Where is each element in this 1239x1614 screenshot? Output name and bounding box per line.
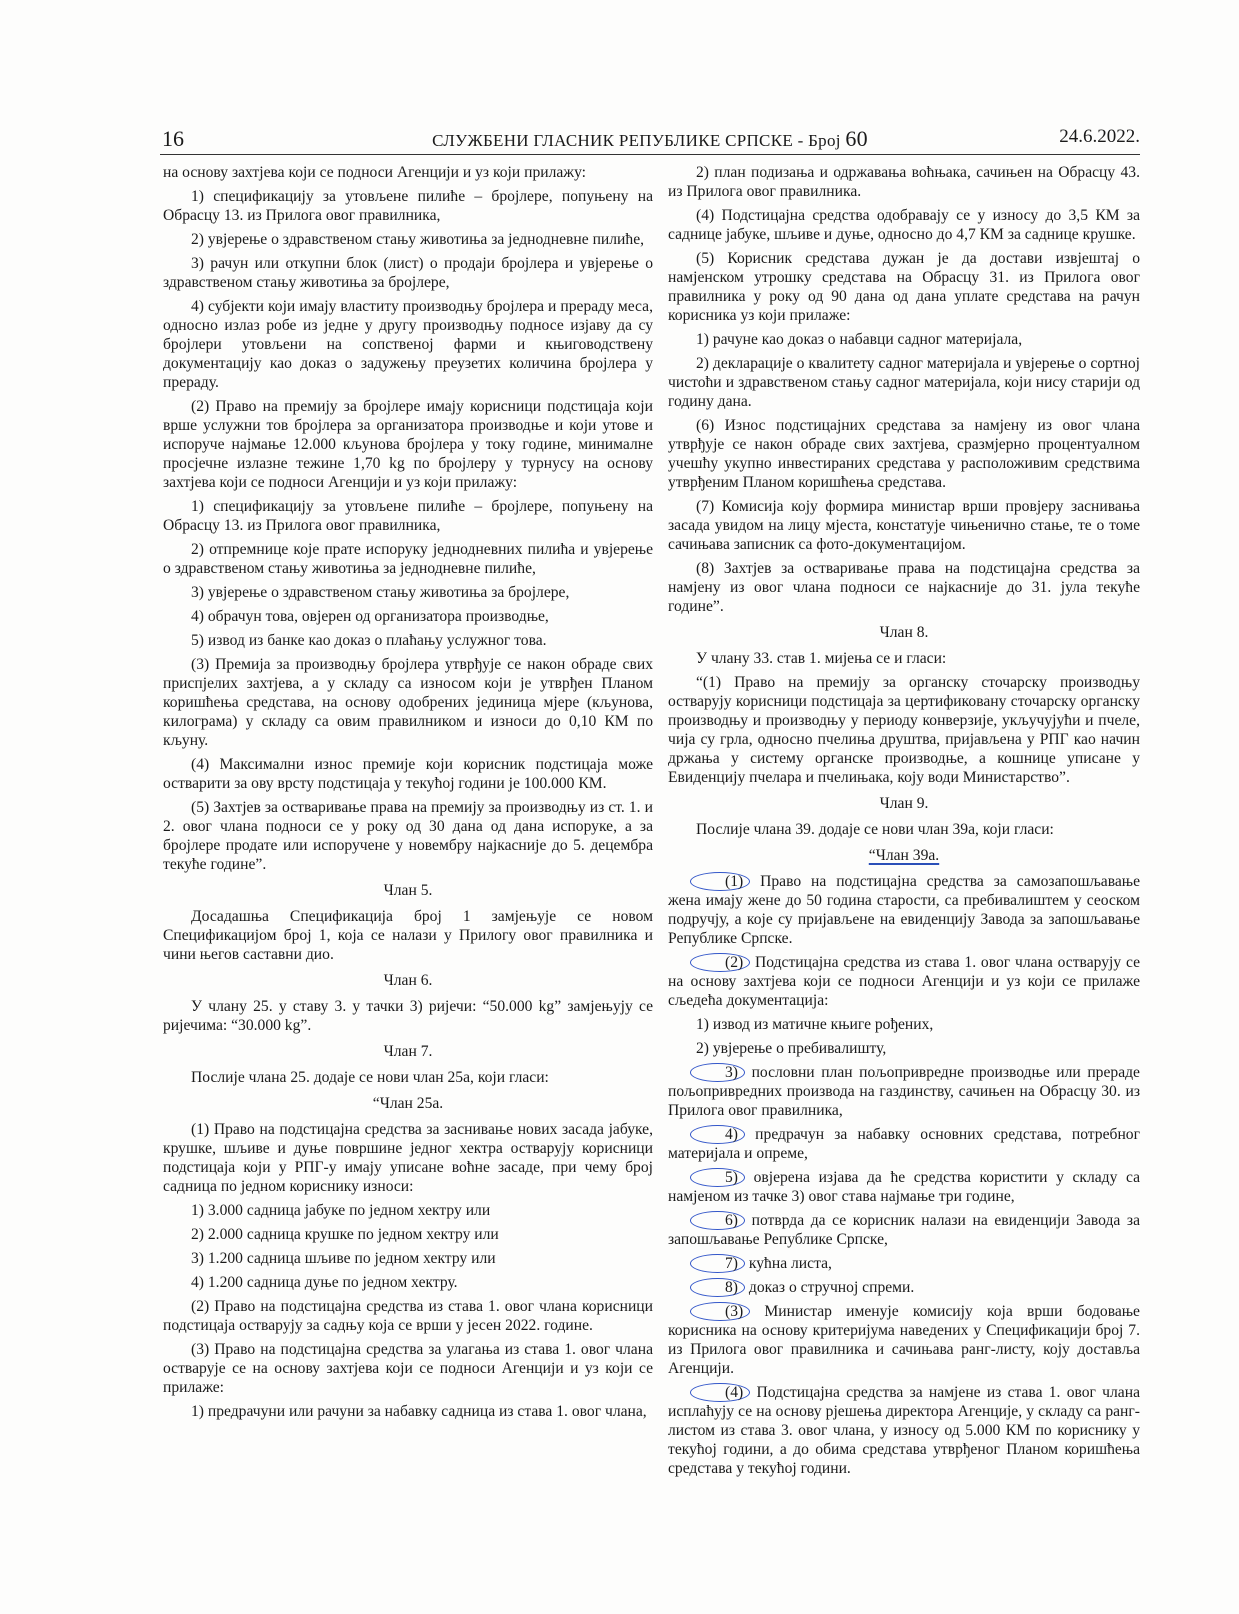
paragraph-text: овјерена изјава да ће средства користити у складу са намјеном из тачке 3) овог става најмање три године, (668, 1169, 1140, 1205)
handwritten-circle-mark: (4) (690, 1383, 750, 1402)
paragraph: (5) Захтјев за остваривање права на премију за производњу из ст. 1. и 2. овог члана подноси се у року од 30 дана од дана испоруке, а за бројлере продате или испоручене у новембру најкасније до 5. децембра текуће године”. (163, 799, 653, 873)
list-item: 1) предрачуни или рачуни за набавку садница из става 1. овог члана, (191, 1403, 647, 1420)
paragraph-text: кућна листа, (748, 1255, 832, 1272)
gazette-title (160, 126, 1140, 152)
gazette-name: СЛУЖБЕНИ ГЛАСНИК РЕПУБЛИКЕ СРПСКЕ - Број (432, 131, 841, 150)
page-number: 16 (162, 126, 184, 151)
paragraph: (8) Захтјев за остваривање права на подстицајна средства за намјену из овог члана подноси се најкасније до 31. јула текуће године”. (668, 560, 1140, 615)
paragraph-text: пословни план пољопривредне производње или прераде пољопривредних производа на газдинству, сачињен на Обрасцу 30. из Прилога овог правилника, (668, 1064, 1140, 1119)
list-item: 3) увјерење о здравственом стању животиња за бројлере, (191, 584, 570, 601)
paragraph: (3) Право на подстицајна средства за улагања из става 1. овог члана остварује се на основу захтјева који се подноси Агенцији и уз који се прилаже: (163, 1341, 653, 1396)
annotated-paragraph (668, 872, 1140, 948)
paragraph: “(1) Право на премију за органску сточарску производњу остварују корисници подстицаја за цертификовану сточарску органску производњу и производњу у периоду конверзије, укључујући и пчеле, чија су грла, односно пчелиња друштва, пријављена у РПГ као начин држања у систему органске производње, а кошнице уписане у Евиденцију пчелара и пчелињака, коју води Министарство”. (668, 674, 1140, 786)
handwritten-circle-mark: (1) (690, 872, 750, 891)
paragraph: У члану 33. став 1. мијења се и гласи: (696, 650, 947, 667)
annotated-paragraph (668, 1125, 1140, 1163)
paragraph-text: предрачун за набавку основних средстава, потребног материјала и опреме, (668, 1126, 1140, 1162)
annotated-paragraph (668, 953, 1140, 1010)
article-heading (668, 623, 1140, 642)
handwritten-circle-mark: (2) (690, 953, 750, 972)
article-heading (668, 846, 1140, 865)
list-item: 3) рачун или откупни блок (лист) о продаји бројлера и увјерење о здравственом стању животиња за бројлере, (163, 255, 653, 291)
article-heading (163, 1094, 653, 1113)
paragraph: Послије члана 25. додаје се нови члан 25а, који гласи: (191, 1069, 549, 1086)
issue-number: 60 (845, 126, 868, 151)
list-item: 1) 3.000 садница јабуке по једном хектру или (191, 1202, 491, 1219)
paragraph: (2) Право на премију за бројлере имају корисници подстицаја који врше услужни тов бројлера за организатора производње и који утове и испоруче најмање 12.000 кљунова бројлера у току године, минималне просјечне излазне тежине 1,70 kg по бројлеру у турнусу на основу захтјева који се подноси Агенцији и уз који прилажу: (163, 398, 653, 491)
list-item: 4) 1.200 садница дуње по једном хектру. (191, 1274, 458, 1291)
article-heading-text: “Члан 39а. (868, 847, 940, 864)
annotated-paragraph (668, 1168, 1140, 1206)
paragraph-text: Министар именује комисију која врши бодовање корисника на основу критеријума наведених у Спецификацији број 7. из Прилога овог правилника и сачињава ранг-листу, коју доставља Агенцији. (668, 1303, 1140, 1377)
list-item: 1) спецификацију за утовљене пилиће – бројлере, попуњену на Обрасцу 13. из Прилога овог правилника, (163, 188, 653, 224)
paragraph-text: Подстицајна средства из става 1. овог члана остварују се на основу захтјева који се подноси Агенцији и уз који се прилаже сљедећа документација: (668, 954, 1140, 1009)
issue-date: 24.6.2022. (1059, 126, 1140, 147)
paragraph-text: потврда да се корисник налази на евиденцији Завода за запошљавање Републике Српске, (668, 1212, 1140, 1248)
handwritten-circle-mark: 3) (690, 1063, 745, 1082)
handwritten-circle-mark: 6) (690, 1211, 745, 1230)
paragraph: (1) Право на подстицајна средства за заснивање нових засада јабуке, крушке, шљиве и дуње површине једног хектра остварују корисници подстицаја који у РПГ-у имају уписане воћне засаде, при чему број садница по једном кориснику износи: (163, 1121, 653, 1195)
article-heading-text: “Члан 25а. (372, 1095, 444, 1112)
paragraph: (6) Износ подстицајних средстава за намјену из овог члана утврђује се након обраде свих захтјева, сразмјерно процентуалном учешћу укупно инвестираних средстава у расположивим средствима утврђеним Планом коришћења средстава. (668, 417, 1140, 491)
paragraph: У члану 25. у ставу 3. у тачки 3) ријечи: “50.000 kg” замјењују се ријечима: “30.000 kg”. (163, 998, 653, 1034)
list-item: 1) рачуне као доказ о набавци садног материјала, (696, 331, 1023, 348)
paragraph: Послије члана 39. додаје се нови члан 39а, који гласи: (696, 821, 1054, 838)
article-heading (668, 794, 1140, 813)
handwritten-circle-mark: 8) (690, 1278, 745, 1297)
annotated-paragraph (668, 1302, 1140, 1378)
list-item: 4) обрачун това, овјерен од организатора производње, (191, 608, 549, 625)
paragraph: (4) Максимални износ премије који корисник подстицаја може остварити за ову врсту подстицаја у текућој години је 100.000 КМ. (163, 756, 653, 792)
paragraph: (4) Подстицајна средства одобравају се у износу до 3,5 КМ за саднице јабуке, шљиве и дуње, односно до 4,7 КМ за саднице крушке. (668, 207, 1140, 243)
right-column (668, 163, 1140, 1483)
paragraph-text: Подстицајна средства за намјене из става 1. овог члана исплаћују се на основу рјешења директора Агенције, у складу са ранг-листом из става 3. овог члана, у износу од 5.000 КМ по кориснику у текућој години, а до обима средстава утврђеног Планом коришћења средстава у текућој години. (668, 1384, 1140, 1477)
article-heading (163, 1042, 653, 1061)
article-heading (163, 881, 653, 900)
left-column (163, 163, 653, 1426)
handwritten-circle-mark: (3) (690, 1302, 750, 1321)
annotated-paragraph (668, 1254, 1140, 1273)
list-item: 2) декларације о квалитету садног материјала и увјерење о сортној чистоћи и здравственом стању садног материјала, који нису старији од годину дана. (668, 355, 1140, 410)
paragraph: (2) Право на подстицајна средства из става 1. овог члана корисници подстицаја остварују за садњу која се врши у јесен 2022. године. (163, 1298, 653, 1334)
list-item: 4) субјекти који имају властиту производњу бројлера и прераду меса, односно излаз робе из једне у другу производњу подносе изјаву да су бројлери утовљени на сопственој фарми и књиговодствену документацију као доказ о задужењу преузетих количина бројлера у прераду. (163, 298, 653, 391)
list-item: 5) извод из банке као доказ о плаћању услужног това. (191, 632, 547, 649)
article-heading-text: Члан 9. (879, 795, 929, 812)
list-item: 2) отпремнице које прате испоруку једнодневних пилића и увјерење о здравственом стању животиња за једнодневне пилиће, (163, 541, 653, 577)
article-heading-text: Члан 8. (879, 624, 929, 641)
annotated-paragraph (668, 1063, 1140, 1120)
list-item: 2) увјерење о пребивалишту, (696, 1040, 887, 1057)
list-item: 2) план подизања и одржавања воћњака, сачињен на Обрасцу 43. из Прилога овог правилника. (668, 164, 1140, 200)
annotated-paragraph (668, 1278, 1140, 1297)
page-header (160, 120, 1140, 154)
article-heading-text: Члан 5. (383, 882, 433, 899)
paragraph: (7) Комисија коју формира министар врши провјеру заснивања засада увидом на лицу мјеста, констатује чињенично стање, те о томе сачињава записник са фото-документацијом. (668, 498, 1140, 553)
paragraph-text: доказ о стручној спреми. (748, 1279, 915, 1296)
handwritten-circle-mark: 4) (690, 1125, 745, 1144)
paragraph: на основу захтјева који се подноси Агенцији и уз који прилажу: (163, 164, 587, 181)
list-item: 1) извод из матичне књиге рођених, (696, 1016, 934, 1033)
annotated-paragraph (668, 1211, 1140, 1249)
annotated-paragraph (668, 1383, 1140, 1478)
header-rule (160, 154, 1140, 155)
article-heading (163, 971, 653, 990)
paragraph: Досадашња Спецификација број 1 замјењује се новом Спецификацијом број 1, која се налази у Прилогу овог правилника и чини његов саставни дио. (163, 908, 653, 963)
article-heading-text: Члан 7. (383, 1043, 433, 1060)
list-item: 2) 2.000 садница крушке по једном хектру или (191, 1226, 499, 1243)
paragraph: (3) Премија за производњу бројлера утврђује се након обраде свих приспјелих захтјева, а у складу са износом који је утврђен Планом коришћења средстава, на основу одобрених јединица мјере (кљунова, килограма) у складу са овим правилником и износи до 0,10 КМ по кљуну. (163, 656, 653, 749)
list-item: 2) увјерење о здравственом стању животиња за једнодневне пилиће, (191, 231, 645, 248)
paragraph: (5) Корисник средстава дужан је да достави извјештај о намјенском утрошку средстава на Обрасцу 31. из Прилога овог правилника у року од 90 дана од дана уплате средстава на рачун корисника уз који прилаже: (668, 250, 1140, 324)
handwritten-circle-mark: 7) (690, 1254, 745, 1273)
list-item: 3) 1.200 садница шљиве по једном хектру или (191, 1250, 496, 1267)
paragraph-text: Право на подстицајна средства за самозапошљавање жена имају жене до 50 година старости, са пребивалиштем у сеоском подручју, а које су пријављене на евиденцију Завода за запошљавање Републике Српске. (668, 873, 1140, 947)
handwritten-circle-mark: 5) (690, 1168, 745, 1187)
article-heading-text: Члан 6. (383, 972, 433, 989)
list-item: 1) спецификацију за утовљене пилиће – бројлере, попуњену на Обрасцу 13. из Прилога овог правилника, (163, 498, 653, 534)
